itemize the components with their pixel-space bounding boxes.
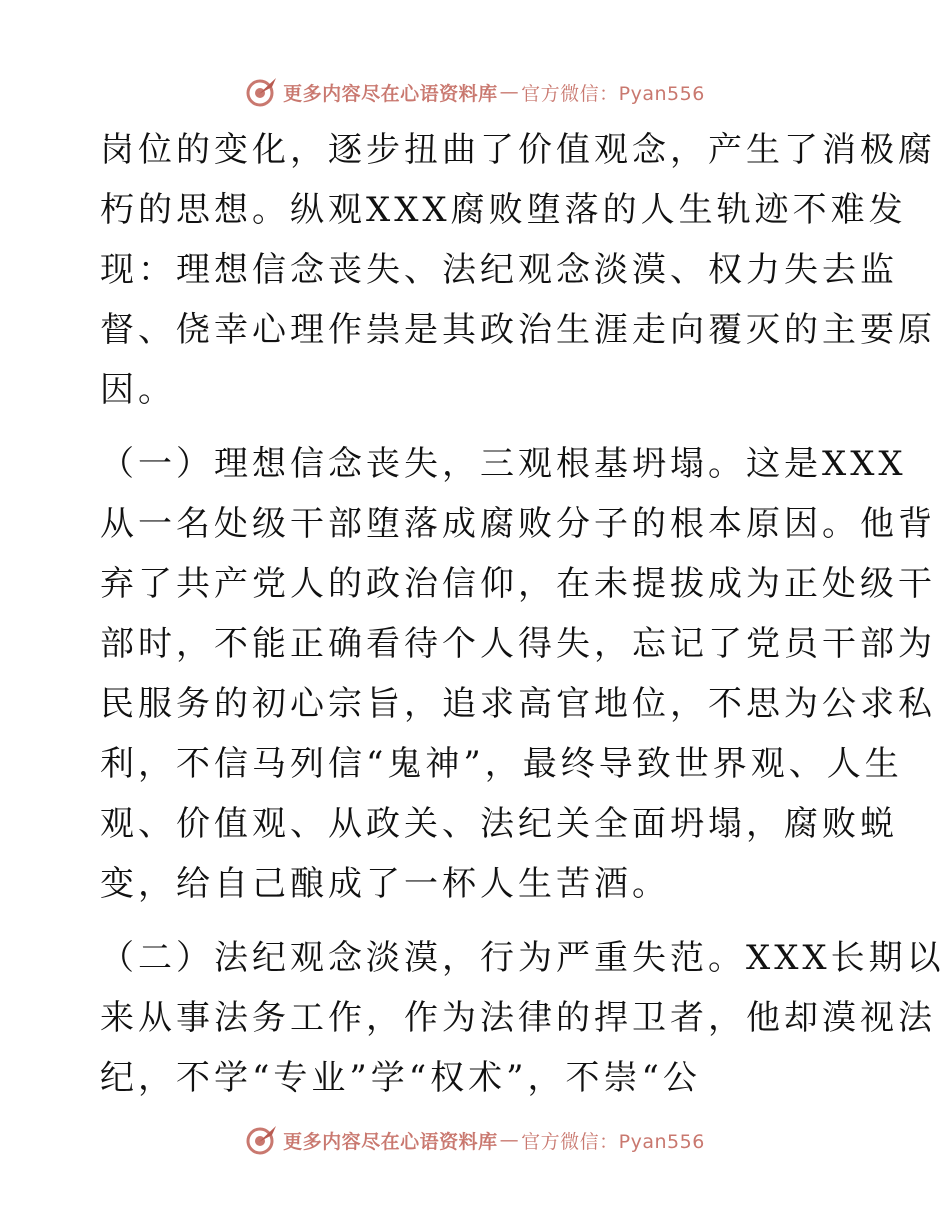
watermark-text: 更多内容尽在心语资料库 (283, 1130, 498, 1153)
text-line: 从一名处级干部堕落成腐败分子的根本原因。他背 (100, 504, 936, 544)
text-line: 岗位的变化，逐步扭曲了价值观念，产生了消极腐 (100, 130, 936, 170)
text-line: （二）法纪观念淡漠，行为严重失范。XXX长期以 (100, 938, 945, 978)
text-line: 利，不信马列信“鬼神”，最终导致世界观、人生 (100, 744, 903, 784)
text-line: 观、价值观、从政关、法纪关全面坍塌，腐败蜕 (100, 804, 898, 844)
text-line: 因。 (100, 370, 176, 410)
paragraph-3 (100, 928, 945, 1108)
paragraph-1 (100, 120, 936, 420)
text-line: 变，给自己酿成了一杯人生苦酒。 (100, 864, 670, 904)
document-body (100, 120, 945, 1122)
text-line: 部时，不能正确看待个人得失，忘记了党员干部为 (100, 624, 936, 664)
text-line: 督、侥幸心理作祟是其政治生涯走向覆灭的主要原 (100, 310, 936, 350)
quill-logo-icon (245, 1123, 279, 1157)
text-line: 弃了共产党人的政治信仰，在未提拔成为正处级干 (100, 564, 936, 604)
quill-logo-icon (245, 75, 279, 109)
watermark-text: 更多内容尽在心语资料库 (283, 82, 498, 105)
watermark-dash: — (499, 1129, 520, 1151)
watermark-suffix: 官方微信：Pyan556 (521, 82, 705, 105)
text-line: 朽的思想。纵观XXX腐败堕落的人生轨迹不难发 (100, 190, 907, 230)
text-line: 来从事法务工作，作为法律的捍卫者，他却漠视法 (100, 998, 936, 1038)
text-line: 民服务的初心宗旨，追求高官地位，不思为公求私 (100, 684, 936, 724)
text-line: 纪，不学“专业”学“权术”，不崇“公 (100, 1058, 701, 1098)
watermark-footer (0, 1120, 950, 1160)
watermark-suffix: 官方微信：Pyan556 (521, 1130, 705, 1153)
text-line: （一）理想信念丧失，三观根基坍塌。这是XXX (100, 444, 907, 484)
paragraph-2 (100, 434, 936, 914)
watermark-dash: — (499, 81, 520, 103)
text-line: 现：理想信念丧失、法纪观念淡漠、权力失去监 (100, 250, 898, 290)
watermark-header (0, 72, 950, 112)
